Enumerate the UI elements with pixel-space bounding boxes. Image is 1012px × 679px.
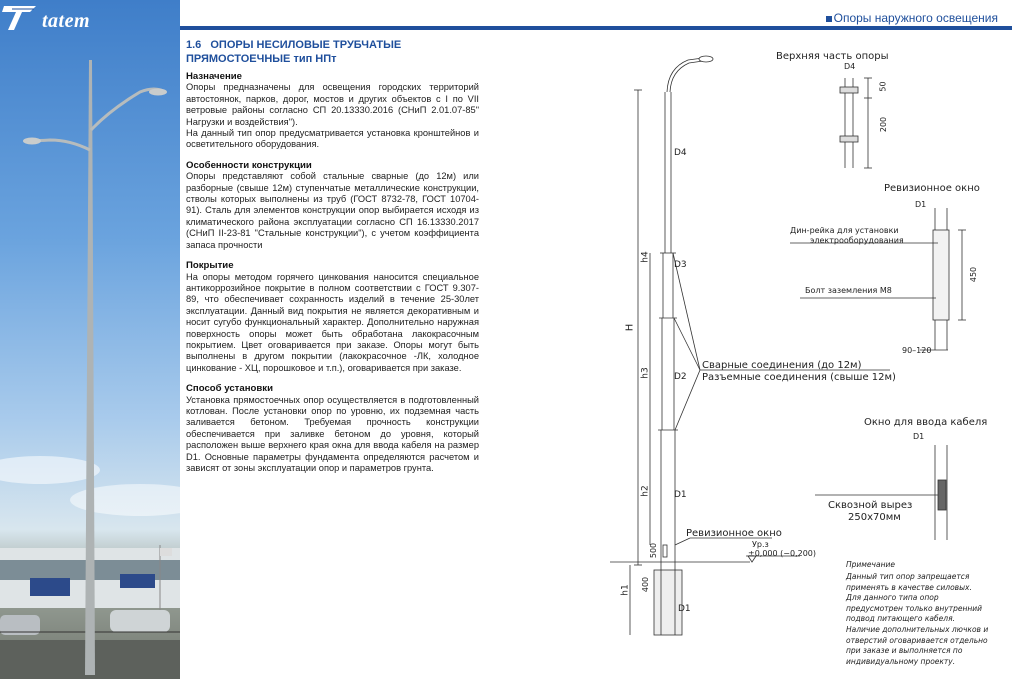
photo-illustration [0,0,180,679]
cable-d1: D1 [913,432,925,441]
rev-window-label: Ревизионное окно [686,528,782,539]
description-column [186,39,479,474]
note-1: Данный тип опор запрещается применять в качестве силовых. [846,572,972,592]
label-d2: D2 [674,372,687,382]
top-dim-50: 50 [878,81,888,92]
purpose-heading: Назначение [186,71,242,82]
label-d1: D1 [674,490,687,500]
split-label: Разъемные соединения (свыше 12м) [702,372,896,383]
note-2: Для данного типа опор предусмотрен только внутренний подвод питающего кабеля. [846,593,983,623]
rev-window-title: Ревизионное окно [884,183,980,194]
label-H: H [624,323,636,332]
label-400: 400 [641,576,651,593]
din-rail-label-1: Дин-рейка для установки [790,226,899,235]
street-light-photo [0,0,180,679]
label-h1: h1 [620,584,631,596]
note-3: Наличие дополнительных лючков и отверстий оговаривается отдельно при заказе и выполняется по индивидуальному проекту. [846,625,989,666]
note-title: Примечание [846,560,895,569]
construction-heading: Особенности конструкции [186,159,312,171]
rev-d1: D1 [915,200,927,209]
section-number: 1.6 [186,39,202,51]
bolt-label: Болт заземления M8 [805,286,892,295]
purpose-text-2: На данный тип опор предусматривается установка кронштейнов и осветительного оборудования. [186,128,479,150]
purpose-text: Опоры предназначены для освещения городских территорий автостоянок, парков, дорог, мостов и других объектов с I по VII ветровые районы согласно СП 20.13330.2016 (СНиП 2.01.07-85" Нагрузки и воздействия"). [186,82,479,127]
installation-heading: Способ установки [186,383,273,395]
coating-heading: Покрытие [186,260,234,272]
label-d4: D4 [674,148,687,158]
section-title [186,39,479,66]
top-part-title: Верхняя часть опоры [776,51,889,62]
label-d3: D3 [674,260,687,270]
cut-label-2: 250х70мм [848,512,901,523]
header-marker [826,16,832,22]
top-d4: D4 [844,62,856,71]
technical-drawing [600,40,1012,679]
installation-text: Установка прямостоечных опор осуществляется в подготовленный котлован. После установки опор по уровню, их подземная часть заливается бетоном. Требуемая прочность конструкции обеспечивается при заливке бетоном до уровня, который расположен выше верхнего края окна для ввода кабеля на размер D1. Основные параметры фундамента определяются расчетом и зависят от зоны эксплуатации опор и параметров грунта. [186,394,479,473]
rev-dim-450: 450 [969,266,979,283]
label-d1-foundation: D1 [678,604,691,614]
rev-dim-width: 90–120 [902,346,932,355]
label-h3: h3 [640,367,651,379]
level-label: Ур.з [752,540,769,549]
label-h4: h4 [640,251,651,263]
logo-text: tatem [42,10,91,32]
section-title-line2: ПРЯМОСТОЕЧНЫЕ тип НПт [186,52,337,65]
level-value: ±0,000 (−0,200) [748,549,816,558]
top-dim-200: 200 [879,116,889,133]
header-bar [180,26,1012,30]
label-h2: h2 [640,485,651,497]
construction-text: Опоры представляют собой стальные сварные (до 12м) или разборные (свыше 12м) ступенчатые металлические конструкции, стволы которых выполнены из труб (ГОСТ 8732-78, ГОСТ 10704-91). Сталь для элементов конструкции опор выбирается исходя из климатического района эксплуатации согласно СП 16.13330.2017 (СНиП II-23-81 "Стальные конструкции"), с учетом коэффициента запаса прочности [186,171,479,250]
din-rail-label-2: электрооборудования [810,236,904,245]
cable-window-title: Окно для ввода кабеля [864,417,988,428]
coating-text: На опоры методом горячего цинкования наносится специальное антикоррозийное покрытие в полном соответствии с ГОСТ 9.307-89, что обеспечивает сохранность изделий в течение 25-30лет эксплуатации. Данный вид покрытия не является декоративным и носит сугубо функциональный характер. Дополнительно наружная поверхность опоры может быть обработана лакокрасочным покрытием. Цвет оговаривается при заказе. Опоры могут быть выполнены в другом покрытии (лакокрасочное -ЛК, холодное цинкование - ХЦ, порошковое и т.п.), оговаривается при заказе. [186,271,479,373]
cut-label-1: Сквозной вырез [828,500,913,511]
page-header [180,0,1012,30]
label-500: 500 [649,542,659,559]
category-title: Опоры наружного освещения [833,11,998,25]
section-title-line1: ОПОРЫ НЕСИЛОВЫЕ ТРУБЧАТЫЕ [210,39,402,51]
weld-label: Сварные соединения (до 12м) [702,360,862,371]
